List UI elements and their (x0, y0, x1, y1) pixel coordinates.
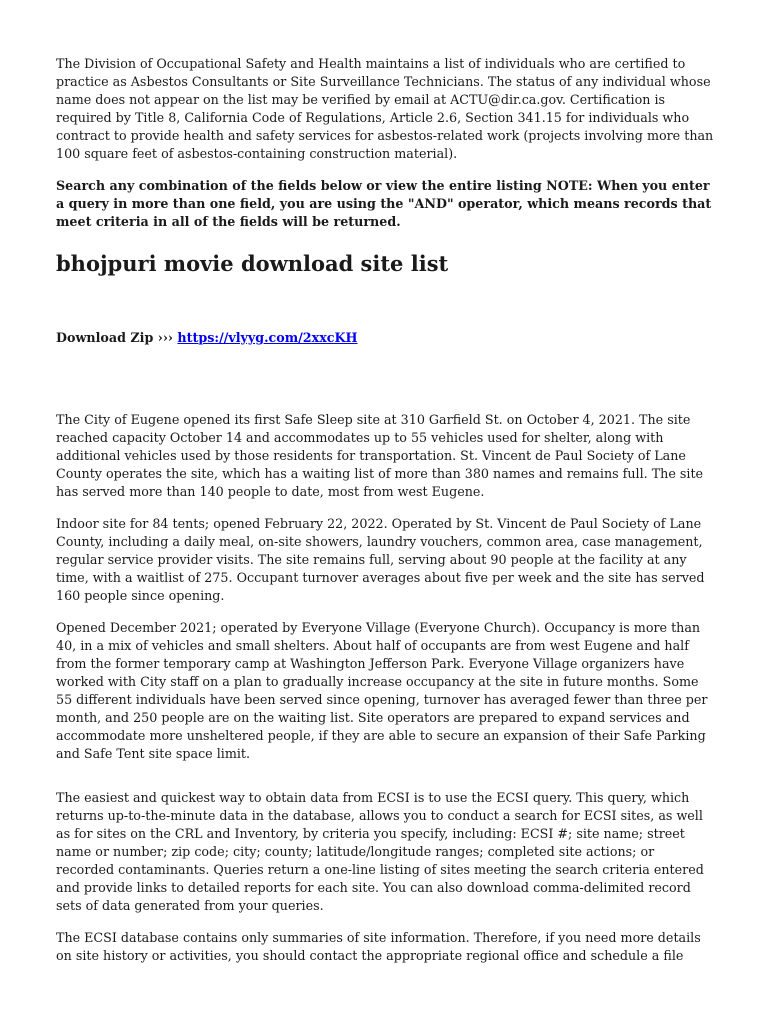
download-label: Download Zip ››› (56, 330, 178, 345)
document-page (56, 55, 716, 979)
body-paragraph: Opened December 2021; operated by Everyone Village (Everyone Church). Occupancy is more than 40, in a mix of vehicles and small shelters. About half of occupants are from west Eugene and half from the former temporary camp at Washington Jefferson Park. Everyone Village organizers have worked with City staff on a plan to gradually increase occupancy at the site in future months. Some 55 different individuals have been served since opening, turnover has averaged fewer than three per month, and 250 people are on the waiting list. Site operators are prepared to expand services and accommodate more unsheltered people, if they are able to secure an expansion of their Safe Parking and Safe Tent site space limit. (56, 620, 708, 761)
body-paragraph: The ECSI database contains only summaries of site information. Therefore, if you need more details on site history or activities, you should contact the appropriate regional office and schedule a file (56, 930, 701, 963)
download-link[interactable]: https://vlyyg.com/2xxcKH (177, 330, 358, 345)
body-paragraph: Indoor site for 84 tents; opened February 22, 2022. Operated by St. Vincent de Paul Society of Lane County, including a daily meal, on-site showers, laundry vouchers, common area, case management, regular service provider visits. The site remains full, serving about 90 people at the facility at any time, with a waitlist of 275. Occupant turnover averages about five per week and the site has served 160 people since opening. (56, 516, 705, 603)
search-note: Search any combination of the fields below or view the entire listing NOTE: When you enter a query in more than one field, you are using the "AND" operator, which means records that meet criteria in all of the fields will be returned. (56, 178, 712, 229)
body-paragraph: The City of Eugene opened its first Safe Sleep site at 310 Garfield St. on October 4, 2021. The site reached capacity October 14 and accommodates up to 55 vehicles used for shelter, along with additional vehicles used by those residents for transportation. St. Vincent de Paul Society of Lane County operates the site, which has a waiting list of more than 380 names and remains full. The site has served more than 140 people to date, most from west Eugene. (56, 412, 704, 499)
intro-paragraph: The Division of Occupational Safety and Health maintains a list of individuals who are certified to practice as Asbestos Consultants or Site Surveillance Technicians. The status of any individual whose name does not appear on the list may be verified by email at ACTU@dir.ca.gov. Certification is required by Title 8, California Code of Regulations, Article 2.6, Section 341.15 for individuals who contract to provide health and safety services for asbestos-related work (projects involving more than 100 square feet of asbestos-containing construction material). (56, 56, 714, 161)
body-paragraph: The easiest and quickest way to obtain data from ECSI is to use the ECSI query. This query, which returns up-to-the-minute data in the database, allows you to conduct a search for ECSI sites, as well as for sites on the CRL and Inventory, by criteria you specify, including: ECSI #; site name; street name or number; zip code; city; county; latitude/longitude ranges; completed site actions; or recorded contaminants. Queries return a one-line listing of sites meeting the search criteria entered and provide links to detailed reports for each site. You can also download comma-delimited record sets of data generated from your queries. (56, 790, 704, 913)
download-line (56, 329, 716, 347)
page-title: bhojpuri movie download site list (56, 251, 449, 276)
